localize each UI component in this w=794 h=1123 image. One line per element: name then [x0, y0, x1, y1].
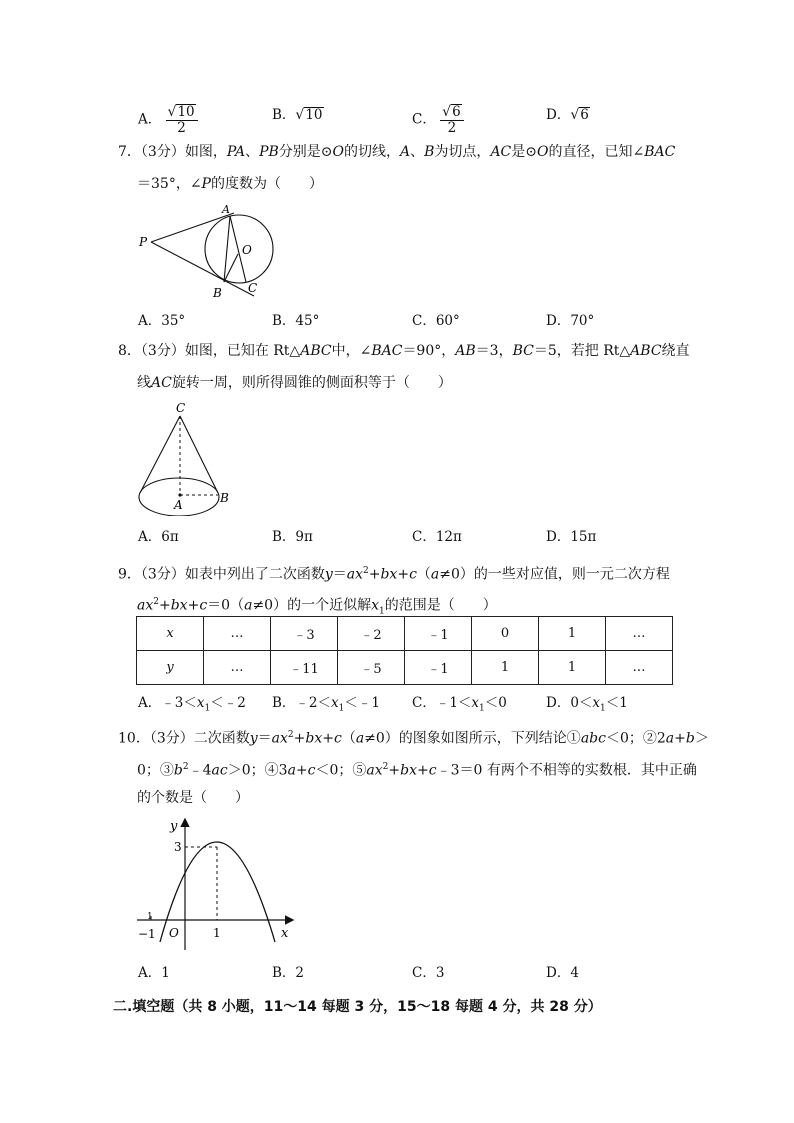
- q10-parabola-graph: [132, 812, 302, 957]
- table-cell: ﹣2: [338, 617, 405, 651]
- label-b: B: [220, 491, 229, 505]
- table-cell: ﹣3: [271, 617, 338, 651]
- table-cell: ﹣1: [405, 617, 472, 651]
- label-c: C: [176, 401, 186, 415]
- table-cell: …: [204, 617, 271, 651]
- q10-option-a: A．1: [138, 965, 170, 981]
- table-cell: …: [606, 617, 673, 651]
- q9-option-b: B．$﹣2<x_1<﹣1$: [272, 695, 380, 714]
- q7-option-c: C．60°: [412, 313, 460, 329]
- q10-option-b: B．2: [272, 965, 305, 981]
- table-cell: …: [204, 651, 271, 685]
- table-cell: 1: [539, 651, 606, 685]
- q7-option-d: D．70°: [546, 313, 595, 329]
- q7-tangent-circle-figure: [132, 200, 292, 305]
- table-cell: ﹣11: [271, 651, 338, 685]
- q10-stem-line-2: 0；$③b^2﹣4ac>0$；④3a+c＜0；$⑤ax^2+bx+c﹣3=0$ 有两个不相等的实数根．其中正确: [137, 762, 697, 779]
- q6-option-d: D． √ 6: [546, 107, 589, 123]
- label-a: A: [222, 203, 230, 216]
- q7-option-a: A．35°: [138, 313, 186, 329]
- q7-stem-line-2: ＝35°，∠P的度数为（ ）: [137, 176, 323, 192]
- q10-option-c: C．3: [412, 965, 445, 981]
- q10-stem-line-3: 的个数是（ ）: [137, 790, 249, 806]
- table-cell: 1: [472, 651, 539, 685]
- q8-stem-line-2: 线AC旋转一周，则所得圆锥的侧面积等于（ ）: [137, 375, 452, 391]
- label-y: y: [170, 819, 178, 834]
- q9-option-c: C．$﹣1<x_1<0$: [412, 695, 507, 714]
- q8-option-a: A．6π: [138, 529, 179, 545]
- q9-value-table: [136, 616, 673, 685]
- table-cell: 0: [472, 617, 539, 651]
- table-cell: ﹣5: [338, 651, 405, 685]
- label-a: A: [174, 498, 183, 512]
- q9-stem-line-2: $ax^2+bx+c=0(a\ne 0)$的一个近似解$x_1$的范围是（ ）: [137, 597, 497, 617]
- q6-option-a: A． √ 10 2: [138, 104, 198, 136]
- label-minus-one: −1: [138, 927, 156, 941]
- label-p: P: [139, 235, 148, 249]
- q6-option-b: B． √ 10: [272, 107, 323, 123]
- q8-stem-line-1: 8．（3分）如图，已知在 Rt△ABC中，∠BAC＝90°，AB＝3，BC＝5，若把 Rt△ABC绕直: [118, 343, 690, 359]
- tangent-pa: [151, 213, 234, 242]
- label-c: C: [248, 281, 258, 295]
- q7-stem-line-1: 7．（3分）如图，PA、PB分别是⊙O的切线，A、B为切点，AC是⊙O的直径，已知∠BAC: [118, 144, 676, 160]
- cone-slant-right: [180, 416, 218, 493]
- q9-stem-line-1: 9．（3分）如表中列出了二次函数$y=ax^2+bx+c(a\ne 0)$的一些对应值，则一元二次方程: [118, 566, 670, 583]
- section-2-heading: 二.填空题（共 8 小题，11～14 每题 3 分，15～18 每题 4 分，共 28 分）: [113, 999, 602, 1015]
- base-center-point: [178, 493, 181, 496]
- q8-option-d: D．15π: [546, 529, 597, 545]
- q8-cone-figure: [132, 398, 242, 516]
- table-row-y: [137, 651, 673, 685]
- cone-slant-left: [140, 416, 180, 493]
- label-three: 3: [174, 840, 182, 854]
- table-cell: ﹣1: [405, 651, 472, 685]
- q8-option-c: C．12π: [412, 529, 462, 545]
- label-x: x: [281, 926, 289, 941]
- q10-stem-line-1: 10．（3分）二次函数$y=ax^2+bx+c(a\ne 0)$的图象如图所示，下列结论①abc＜0；②2a+b＞: [118, 730, 709, 747]
- circle-o: [205, 215, 273, 283]
- table-cell: 1: [539, 617, 606, 651]
- table-cell: …: [606, 651, 673, 685]
- q7-option-b: B．45°: [272, 313, 320, 329]
- q9-option-d: D．$0<x_1<1$: [546, 695, 628, 714]
- table-row-x: [137, 617, 673, 651]
- q9-option-a: A．$﹣3<x_1<﹣2$: [138, 695, 246, 714]
- label-small-one: 1: [147, 912, 153, 922]
- q10-option-d: D．4: [546, 965, 579, 981]
- label-origin: O: [169, 926, 179, 940]
- q6-option-c: C． √ 6 2: [412, 104, 464, 136]
- table-cell: x: [137, 617, 204, 651]
- label-one: 1: [213, 926, 221, 940]
- table-cell: y: [137, 651, 204, 685]
- label-b: B: [213, 286, 222, 300]
- q8-option-b: B．9π: [272, 529, 313, 545]
- label-o: O: [242, 243, 252, 257]
